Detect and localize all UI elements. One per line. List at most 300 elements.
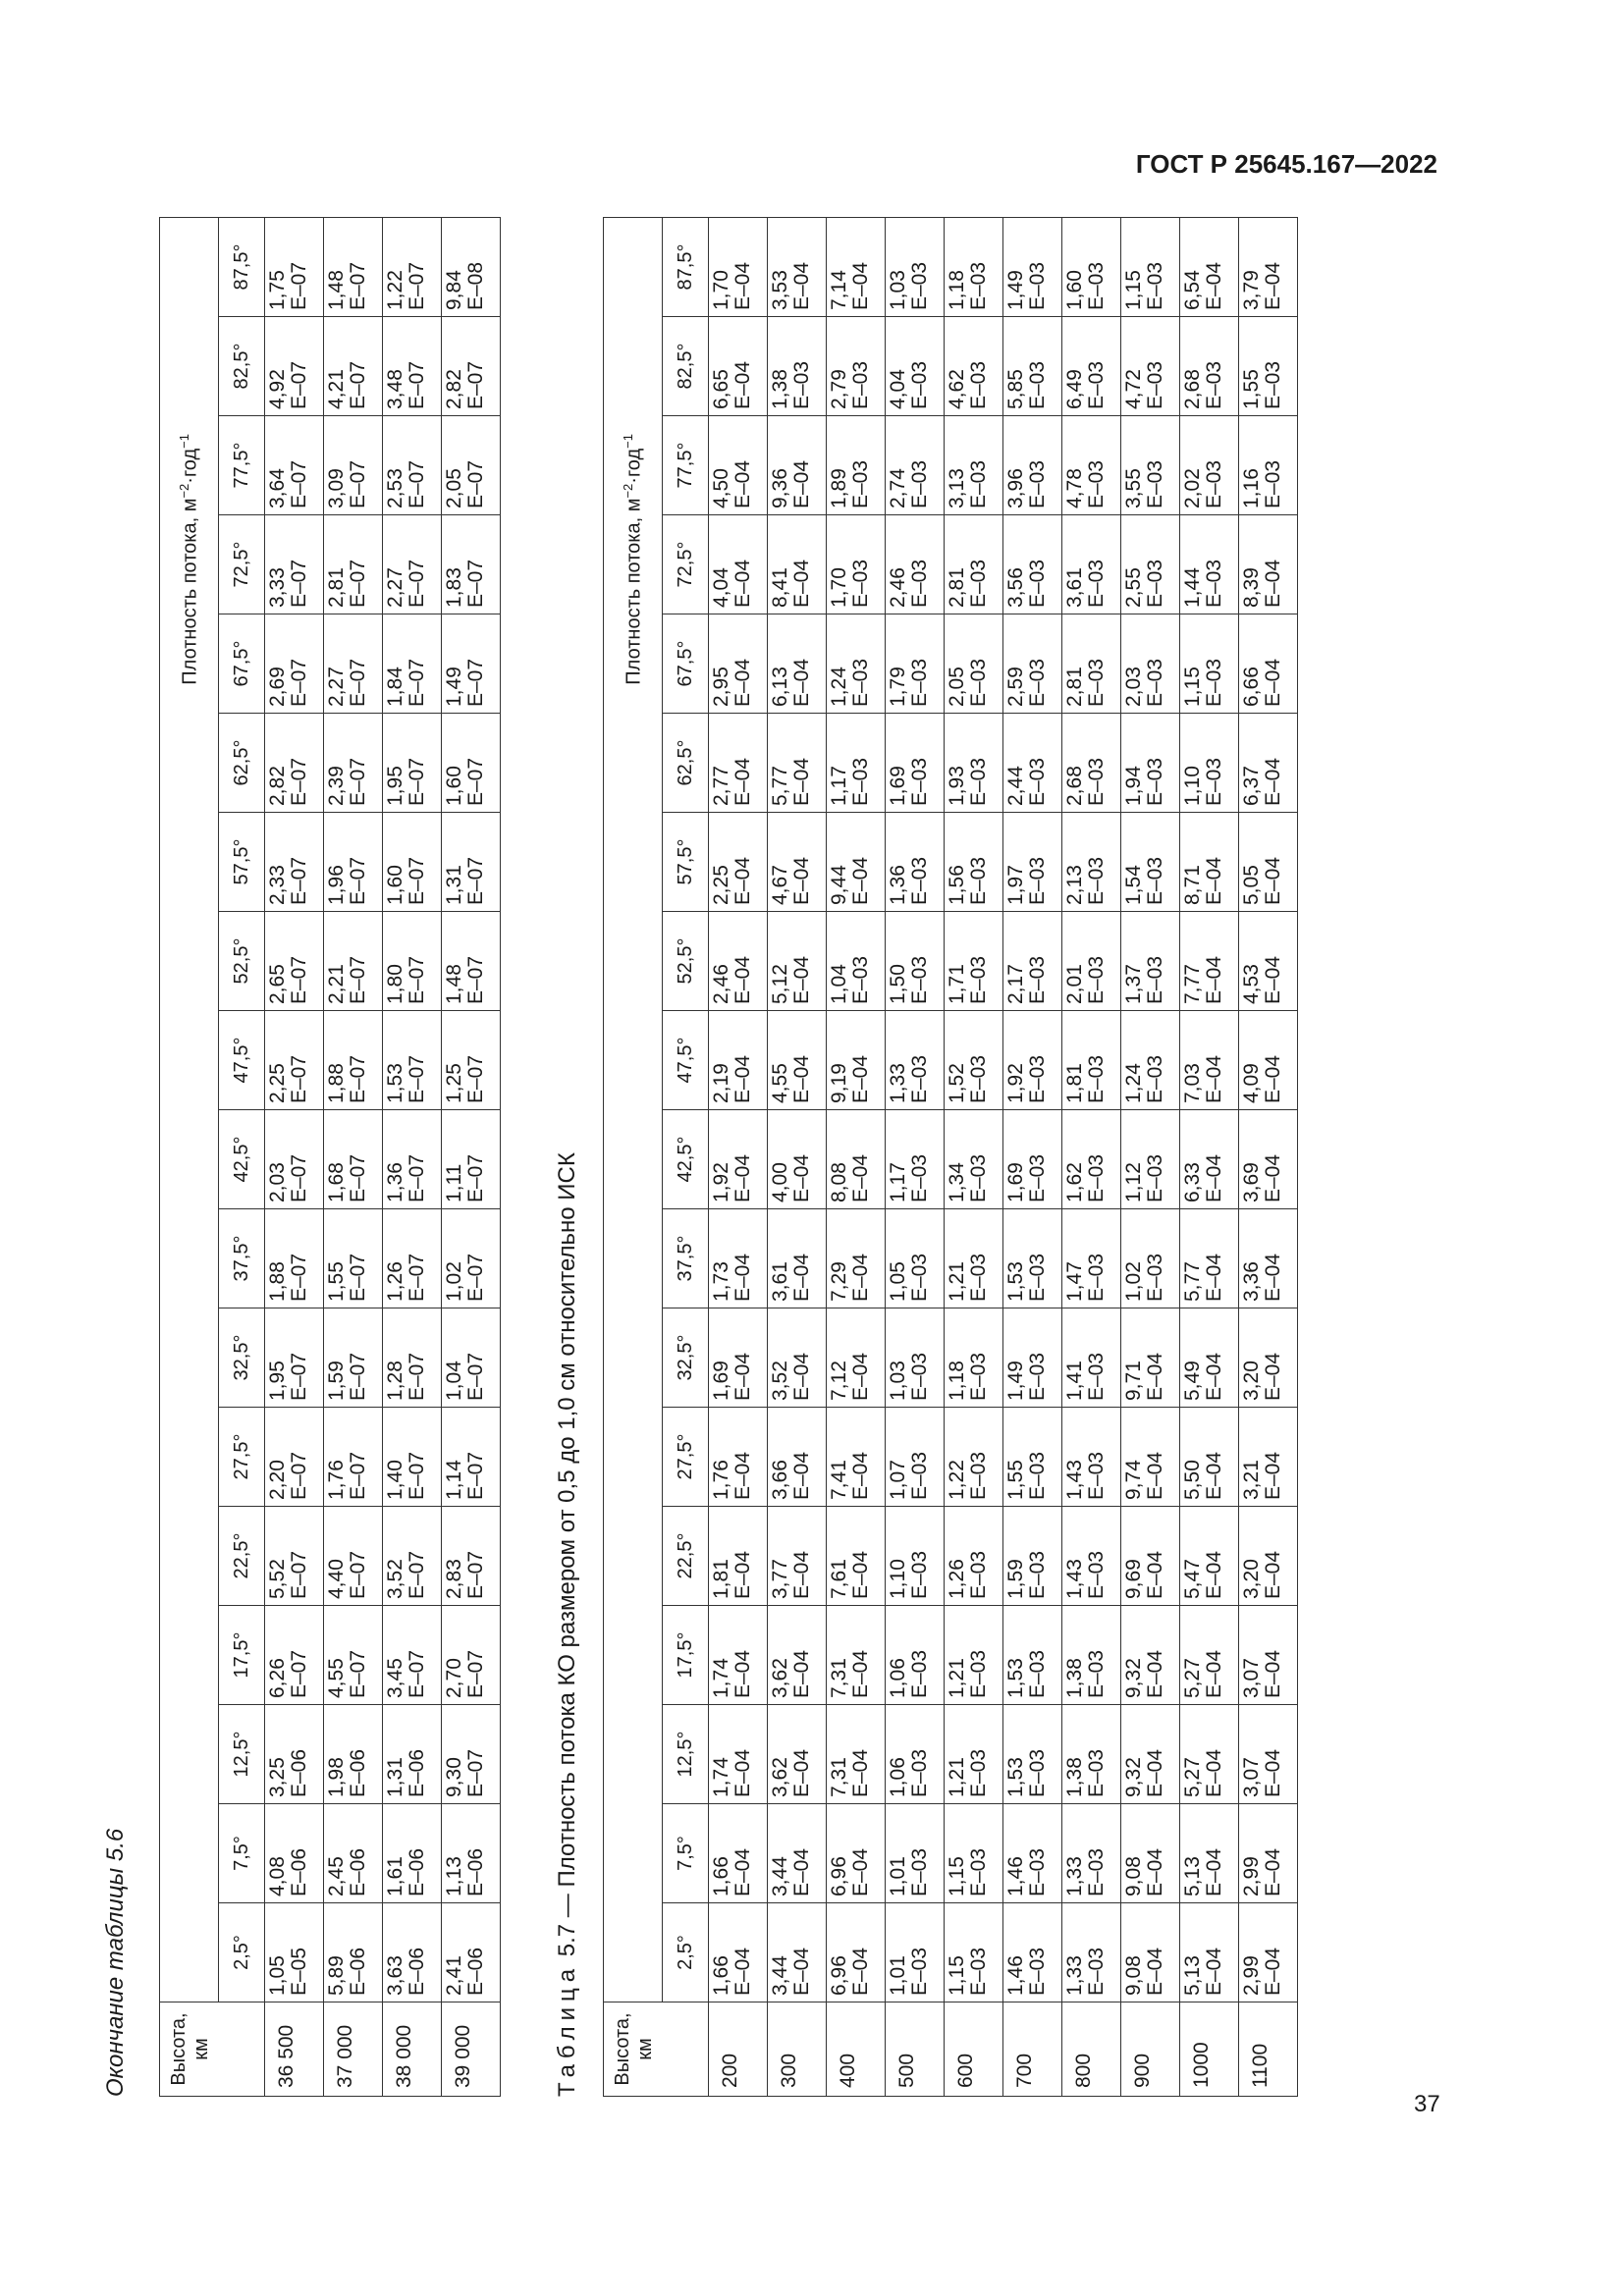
mantissa: 1,12	[1122, 1162, 1145, 1202]
flux-value	[383, 1804, 442, 1903]
flux-value	[1062, 1110, 1121, 1209]
flux-value	[442, 1507, 501, 1606]
mantissa: 2,79	[828, 369, 850, 409]
exponent: E–04	[1144, 1352, 1166, 1401]
mantissa: 1,48	[443, 964, 465, 1004]
flux-value	[1121, 1209, 1180, 1308]
flux-value	[886, 1308, 945, 1408]
mantissa: 3,48	[384, 369, 406, 409]
exponent: E–07	[347, 757, 369, 806]
mantissa: 7,31	[828, 1658, 850, 1698]
flux-value	[265, 1209, 324, 1308]
flux-value	[768, 1408, 827, 1507]
mantissa: 7,31	[828, 1757, 850, 1797]
flux-value	[383, 813, 442, 912]
mantissa: 1,88	[325, 1063, 348, 1103]
mantissa: 2,01	[1063, 964, 1086, 1004]
mantissa: 6,65	[710, 369, 732, 409]
mantissa: 1,26	[946, 1559, 968, 1599]
mantissa: 1,48	[325, 270, 348, 310]
angle-header: 62,5°	[663, 714, 709, 813]
flux-value	[265, 416, 324, 515]
flux-value	[265, 1408, 324, 1507]
flux-value	[442, 1804, 501, 1903]
flux-value	[1003, 317, 1062, 416]
exponent: E–07	[406, 757, 428, 806]
exponent: E–03	[1026, 658, 1049, 707]
mantissa: 1,46	[1004, 1955, 1027, 1996]
exponent: E–04	[731, 1550, 754, 1599]
exponent: E–03	[967, 360, 990, 409]
exponent: E–04	[790, 1153, 813, 1202]
flux-value	[383, 714, 442, 813]
mantissa: 1,15	[1122, 270, 1145, 310]
exponent: E–04	[1144, 1847, 1166, 1896]
exponent: E–04	[1203, 955, 1225, 1004]
mantissa: 1,55	[1240, 369, 1263, 409]
exponent: E–03	[1085, 1947, 1108, 1996]
flux-value	[709, 1408, 768, 1507]
mantissa: 1,07	[887, 1460, 909, 1500]
flux-value	[1062, 416, 1121, 515]
flux-value	[768, 1110, 827, 1209]
flux-value	[945, 1507, 1003, 1606]
flux-value	[827, 1903, 886, 2002]
angle-header: 27,5°	[219, 1408, 265, 1507]
exponent: E–03	[1026, 1748, 1049, 1797]
flux-value	[709, 1209, 768, 1308]
flux-value	[1121, 813, 1180, 912]
mantissa: 2,70	[443, 1658, 465, 1698]
angle-header: 82,5°	[219, 317, 265, 416]
t1-row	[265, 218, 324, 2097]
exponent: E–07	[347, 856, 369, 905]
angle-header: 52,5°	[663, 912, 709, 1011]
flux-value	[442, 1408, 501, 1507]
exponent: E–07	[288, 1649, 310, 1698]
exponent: E–04	[790, 261, 813, 310]
flux-value	[945, 1804, 1003, 1903]
flux-value	[768, 714, 827, 813]
exponent: E–03	[1144, 1153, 1166, 1202]
mantissa: 6,33	[1181, 1162, 1204, 1202]
mantissa: 6,13	[769, 667, 791, 707]
exponent: E–03	[1085, 1153, 1108, 1202]
flux-value	[1180, 1507, 1239, 1606]
mantissa: 1,43	[1063, 1559, 1086, 1599]
exponent: E–07	[347, 1054, 369, 1103]
mantissa: 3,07	[1240, 1658, 1263, 1698]
mantissa: 1,01	[887, 1856, 909, 1896]
flux-value	[265, 1110, 324, 1209]
angle-header: 67,5°	[663, 614, 709, 714]
flux-value	[886, 714, 945, 813]
mantissa: 1,71	[946, 964, 968, 1004]
flux-value	[709, 813, 768, 912]
mantissa: 1,40	[384, 1460, 406, 1500]
exponent: E–03	[967, 261, 990, 310]
angle-header: 2,5°	[219, 1903, 265, 2002]
flux-value	[442, 1209, 501, 1308]
exponent: E–07	[406, 1451, 428, 1500]
mantissa: 1,70	[828, 567, 850, 608]
mantissa: 1,46	[1004, 1856, 1027, 1896]
flux-value	[1062, 218, 1121, 317]
exponent: E–03	[967, 955, 990, 1004]
mantissa: 4,09	[1240, 1063, 1263, 1103]
flux-value	[1062, 515, 1121, 614]
exponent: E–04	[1144, 1947, 1166, 1996]
flux-value	[945, 218, 1003, 317]
flux-value	[1062, 317, 1121, 416]
flux-value	[1239, 1804, 1298, 1903]
altitude-cell: 38 000	[383, 2002, 442, 2097]
exponent: E–07	[288, 1352, 310, 1401]
flux-value	[945, 515, 1003, 614]
mantissa: 1,97	[1004, 865, 1027, 905]
flux-value	[827, 1408, 886, 1507]
angle-header: 77,5°	[663, 416, 709, 515]
mantissa: 1,93	[946, 766, 968, 806]
exponent: E–04	[1262, 1352, 1284, 1401]
mantissa: 1,43	[1063, 1460, 1086, 1500]
flux-value	[827, 714, 886, 813]
exponent: E–03	[967, 459, 990, 508]
flux-value	[324, 813, 383, 912]
mantissa: 1,37	[1122, 964, 1145, 1004]
exponent: E–04	[731, 955, 754, 1004]
mantissa: 1,55	[325, 1261, 348, 1302]
flux-value	[1062, 1903, 1121, 2002]
exponent: E–03	[908, 1451, 931, 1500]
flux-value	[945, 1110, 1003, 1209]
exponent: E–03	[1026, 559, 1049, 608]
t1-row	[324, 218, 383, 2097]
exponent: E–04	[1203, 1352, 1225, 1401]
flux-value	[1003, 614, 1062, 714]
table-5-6-caption: Окончание таблицы 5.6	[102, 1828, 129, 2097]
mantissa: 2,99	[1240, 1955, 1263, 1996]
flux-value	[1121, 1903, 1180, 2002]
exponent: E–04	[731, 1253, 754, 1302]
exponent: E–03	[1026, 955, 1049, 1004]
mantissa: 5,50	[1181, 1460, 1204, 1500]
exponent: E–03	[1144, 757, 1166, 806]
flux-value	[383, 1408, 442, 1507]
exponent: E–04	[849, 1847, 872, 1896]
mantissa: 5,27	[1181, 1658, 1204, 1698]
mantissa: 1,53	[1004, 1261, 1027, 1302]
mantissa: 2,41	[443, 1955, 465, 1996]
exponent: E–07	[464, 658, 487, 707]
angle-header: 27,5°	[663, 1408, 709, 1507]
header-row	[160, 218, 219, 2097]
angle-header: 47,5°	[663, 1011, 709, 1110]
document-header: ГОСТ Р 25645.167—2022	[1135, 149, 1437, 179]
exponent: E–04	[1203, 1847, 1225, 1896]
exponent: E–04	[731, 261, 754, 310]
exponent: E–06	[406, 1748, 428, 1797]
exponent: E–07	[464, 1153, 487, 1202]
exponent: E–03	[1085, 1550, 1108, 1599]
exponent: E–04	[1262, 1847, 1284, 1896]
table-5-6-end	[159, 217, 501, 2097]
mantissa: 3,53	[769, 270, 791, 310]
mantissa: 4,55	[325, 1658, 348, 1698]
flux-value	[709, 1903, 768, 2002]
exponent: E–07	[464, 856, 487, 905]
mantissa: 1,15	[946, 1955, 968, 1996]
mantissa: 1,59	[1004, 1559, 1027, 1599]
mantissa: 1,47	[1063, 1261, 1086, 1302]
flux-value	[886, 1804, 945, 1903]
flux-value	[1180, 1308, 1239, 1408]
flux-value	[768, 1705, 827, 1804]
mantissa: 5,85	[1004, 369, 1027, 409]
flux-value	[1180, 614, 1239, 714]
angle-header: 17,5°	[663, 1606, 709, 1705]
exponent: E–07	[347, 1550, 369, 1599]
exponent: E–03	[1203, 757, 1225, 806]
exponent: E–03	[908, 1748, 931, 1797]
angle-header: 12,5°	[663, 1705, 709, 1804]
exponent: E–03	[790, 360, 813, 409]
flux-value	[709, 1011, 768, 1110]
mantissa: 2,68	[1063, 766, 1086, 806]
mantissa: 1,92	[710, 1162, 732, 1202]
mantissa: 2,95	[710, 667, 732, 707]
exponent: E–07	[288, 955, 310, 1004]
flux-value	[945, 1606, 1003, 1705]
angle-header: 22,5°	[663, 1507, 709, 1606]
flux-value	[324, 317, 383, 416]
mantissa: 1,25	[443, 1063, 465, 1103]
exponent: E–06	[288, 1847, 310, 1896]
t2-row	[1062, 218, 1121, 2097]
mantissa: 1,38	[769, 369, 791, 409]
flux-value	[324, 714, 383, 813]
flux-value	[827, 1507, 886, 1606]
flux-value	[709, 912, 768, 1011]
mantissa: 2,46	[710, 964, 732, 1004]
flux-value	[827, 317, 886, 416]
mantissa: 3,61	[769, 1261, 791, 1302]
mantissa: 3,62	[769, 1658, 791, 1698]
altitude-cell: 37 000	[324, 2002, 383, 2097]
exponent: E–04	[790, 1649, 813, 1698]
flux-value	[265, 912, 324, 1011]
exponent: E–03	[1144, 459, 1166, 508]
flux-value	[324, 416, 383, 515]
flux-value	[1121, 1606, 1180, 1705]
table-5-7-caption	[554, 1152, 581, 2097]
flux-value	[265, 515, 324, 614]
exponent: E–04	[1203, 1253, 1225, 1302]
flux-value	[265, 1903, 324, 2002]
flux-value	[1003, 1308, 1062, 1408]
exponent: E–07	[347, 658, 369, 707]
exponent: E–07	[464, 1649, 487, 1698]
exponent: E–07	[464, 1054, 487, 1103]
flux-value	[1239, 1209, 1298, 1308]
mantissa: 1,41	[1063, 1361, 1086, 1401]
exponent: E–03	[849, 559, 872, 608]
exponent: E–03	[1203, 360, 1225, 409]
mantissa: 7,29	[828, 1261, 850, 1302]
angle-header: 7,5°	[219, 1804, 265, 1903]
mantissa: 1,24	[1122, 1063, 1145, 1103]
flux-value	[1180, 416, 1239, 515]
exponent: E–04	[790, 1748, 813, 1797]
exponent: E–06	[464, 1947, 487, 1996]
mantissa: 4,04	[887, 369, 909, 409]
mantissa: 3,79	[1240, 270, 1263, 310]
flux-value	[768, 416, 827, 515]
angle-header: 67,5°	[219, 614, 265, 714]
flux-value	[886, 813, 945, 912]
flux-value	[383, 1606, 442, 1705]
mantissa: 1,79	[887, 667, 909, 707]
exponent: E–04	[731, 1947, 754, 1996]
mantissa: 6,49	[1063, 369, 1086, 409]
exponent: E–07	[464, 559, 487, 608]
exponent: E–03	[1085, 1847, 1108, 1896]
flux-value	[827, 515, 886, 614]
flux-value	[945, 813, 1003, 912]
mantissa: 5,13	[1181, 1856, 1204, 1896]
flux-value	[768, 218, 827, 317]
exponent: E–04	[731, 757, 754, 806]
exponent: E–06	[347, 1947, 369, 1996]
mantissa: 2,20	[266, 1460, 289, 1500]
flux-value	[265, 1308, 324, 1408]
angle-header: 77,5°	[219, 416, 265, 515]
flux-value	[442, 1308, 501, 1408]
mantissa: 2,65	[266, 964, 289, 1004]
flux-value	[768, 515, 827, 614]
angle-row	[663, 218, 709, 2097]
flux-value	[1121, 515, 1180, 614]
mantissa: 2,39	[325, 766, 348, 806]
flux-value	[886, 317, 945, 416]
exponent: E–03	[1085, 1352, 1108, 1401]
exponent: E–04	[1144, 1649, 1166, 1698]
exponent: E–07	[288, 757, 310, 806]
exponent: E–03	[1085, 261, 1108, 310]
exponent: E–07	[288, 658, 310, 707]
exponent: E–07	[288, 1153, 310, 1202]
exponent: E–06	[406, 1847, 428, 1896]
mantissa: 1,59	[325, 1361, 348, 1401]
mantissa: 5,12	[769, 964, 791, 1004]
exponent: E–03	[1085, 658, 1108, 707]
exponent: E–03	[967, 559, 990, 608]
exponent: E–04	[790, 658, 813, 707]
exponent: E–04	[1203, 1748, 1225, 1797]
exponent: E–03	[967, 856, 990, 905]
flux-value	[1180, 1903, 1239, 2002]
exponent: E–03	[1085, 856, 1108, 905]
exponent: E–04	[1262, 658, 1284, 707]
flux-value	[324, 1011, 383, 1110]
flux-value	[1003, 1110, 1062, 1209]
exponent: E–03	[967, 1748, 990, 1797]
exponent: E–03	[1085, 360, 1108, 409]
flux-value	[1003, 1011, 1062, 1110]
flux-value	[827, 1308, 886, 1408]
exponent: E–03	[908, 1352, 931, 1401]
flux-value	[442, 1606, 501, 1705]
flux-value	[1239, 1408, 1298, 1507]
exponent: E–06	[347, 1748, 369, 1797]
altitude-cell: 900	[1121, 2002, 1180, 2097]
exponent: E–03	[1026, 1649, 1049, 1698]
mantissa: 1,10	[887, 1559, 909, 1599]
flux-value	[827, 1110, 886, 1209]
mantissa: 2,03	[266, 1162, 289, 1202]
flux-value	[709, 317, 768, 416]
altitude-header: Высота, км	[604, 2002, 709, 2097]
flux-value	[1062, 714, 1121, 813]
exponent: E–04	[731, 360, 754, 409]
mantissa: 8,71	[1181, 865, 1204, 905]
flux-value	[1062, 813, 1121, 912]
exponent: E–04	[731, 1352, 754, 1401]
flux-value	[1003, 1606, 1062, 1705]
exponent: E–06	[464, 1847, 487, 1896]
exponent: E–04	[1262, 757, 1284, 806]
mantissa: 1,21	[946, 1261, 968, 1302]
mantissa: 3,25	[266, 1757, 289, 1797]
exponent: E–04	[849, 261, 872, 310]
flux-value	[1180, 813, 1239, 912]
mantissa: 2,45	[325, 1856, 348, 1896]
flux-value	[1180, 1705, 1239, 1804]
mantissa: 9,30	[443, 1757, 465, 1797]
flux-value	[768, 1011, 827, 1110]
flux-value	[265, 1011, 324, 1110]
flux-value	[945, 416, 1003, 515]
flux-value	[709, 1110, 768, 1209]
exponent: E–03	[908, 1550, 931, 1599]
altitude-cell: 300	[768, 2002, 827, 2097]
exponent: E–07	[406, 1153, 428, 1202]
altitude-cell: 39 000	[442, 2002, 501, 2097]
mantissa: 1,69	[1004, 1162, 1027, 1202]
flux-value	[886, 1011, 945, 1110]
exponent: E–03	[908, 658, 931, 707]
flux-value	[945, 1308, 1003, 1408]
flux-value	[442, 515, 501, 614]
mantissa: 4,08	[266, 1856, 289, 1896]
flux-value	[383, 1903, 442, 2002]
mantissa: 1,54	[1122, 865, 1145, 905]
flux-value	[383, 614, 442, 714]
mantissa: 1,60	[443, 766, 465, 806]
mantissa: 1,18	[946, 1361, 968, 1401]
mantissa: 2,25	[710, 865, 732, 905]
exponent: E–04	[849, 1748, 872, 1797]
exponent: E–04	[731, 1847, 754, 1896]
exponent: E–07	[406, 856, 428, 905]
mantissa: 2,17	[1004, 964, 1027, 1004]
exponent: E–07	[347, 955, 369, 1004]
mantissa: 4,21	[325, 369, 348, 409]
flux-value	[709, 1705, 768, 1804]
exponent: E–04	[790, 559, 813, 608]
mantissa: 1,11	[443, 1163, 465, 1202]
mantissa: 3,66	[769, 1460, 791, 1500]
